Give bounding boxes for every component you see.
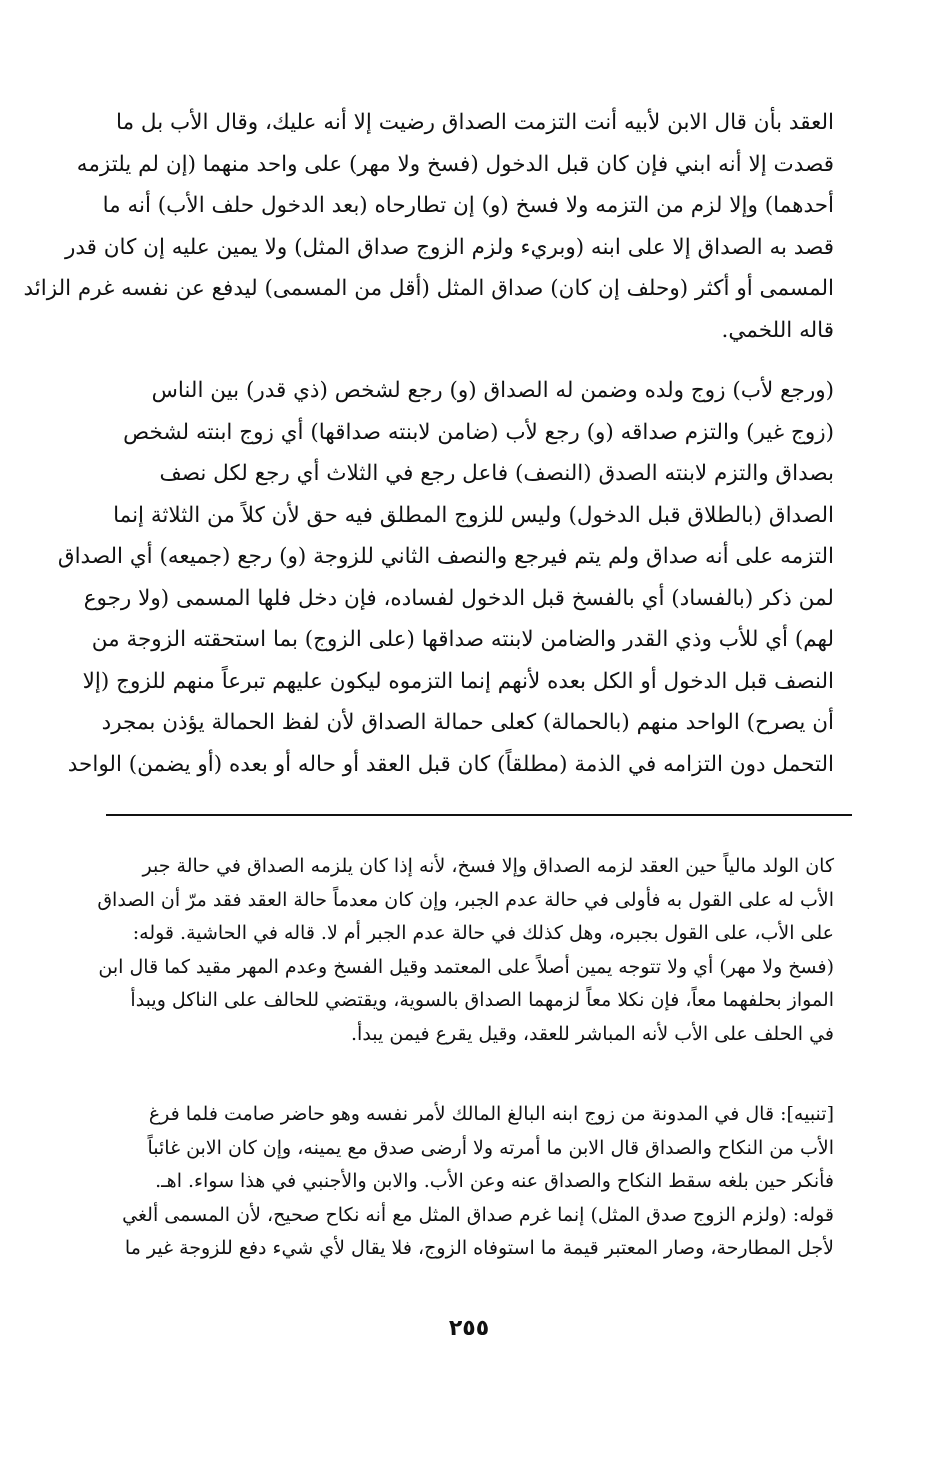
footnote-1 [97, 850, 834, 1051]
page-number: ٢٥٥ [448, 1316, 490, 1341]
text-line: (زوج غير) والتزم صداقه (و) رجع لأب (ضامن لابنته صداقها) أي زوج ابنته لشخص [123, 419, 834, 445]
footnote-2 [106, 1098, 834, 1266]
footnote-line: المواز بحلفهما معاً، فإن نكلا معاً لزمهما الصداق بالسوية، ويقتضي للحالف على الناكل ويبدأ [130, 989, 834, 1011]
text-line: التزمه على أنه صداق ولم يتم فيرجع والنصف الثاني للزوجة (و) رجع (جميعه) أي الصداق [57, 544, 834, 569]
main-paragraph-2 [57, 370, 834, 785]
footnote-line: الأب له على القول به فأولى في حالة عدم الجبر، وإن كان معدماً حالة العقد فقد مرّ أن الصداق [97, 888, 834, 911]
footnote-line: الأب من النكاح والصداق قال الابن ما أمرته ولا أرضى صدق مع يمينه، وإن كان الابن غائباً [147, 1136, 834, 1159]
footnote-line: على الأب، على القول بجبره، وهل كذلك في حالة عدم الجبر أم لا. قاله في الحاشية. قوله: [132, 922, 834, 944]
text-line: أن يصرح) الواحد منهم (بالحمالة) كعلى حمالة الصداق لأن لفظ الحمالة يؤذن بمجرد [101, 710, 834, 735]
text-line: التحمل دون التزامه في الذمة (مطلقاً) كان قبل العقد أو حاله أو بعده (أو يضمن) الواحد [67, 751, 834, 777]
text-line: أحدهما) وإلا لزم من التزمه ولا فسخ (و) إن تطارحاه (بعد الدخول حلف الأب) أنه ما [102, 193, 834, 218]
footnote-line: لأجل المطارحة، وصار المعتبر قيمة ما استوفاه الزوج، فلا يقال لأي شيء دفع للزوجة غير ما [124, 1237, 834, 1259]
main-paragraph-1 [23, 102, 834, 351]
text-line: المسمى أو أكثر (وحلف إن كان) صداق المثل (أقل من المسمى) ليدفع عن نفسه غرم الزائد [23, 276, 834, 301]
text-line: النصف قبل الدخول أو الكل بعده لأنهم إنما التزموه ليكون عليهم تبرعاً منهم للزوج (إلا [82, 668, 834, 694]
text-line: قاله اللخمي. [721, 317, 834, 343]
text-line: لهم) أي للأب وذي القدر والضامن لابنته صداقها (على الزوج) بما استحقته الزوجة من [91, 627, 834, 652]
text-line: لمن ذكر (بالفساد) أي بالفسخ قبل الدخول لفساده، فإن دخل فلها المسمى (ولا رجوع [83, 585, 834, 611]
footnote-line: قوله: (ولزم الزوج صدق المثل) إنما غرم صداق المثل مع أنه نكاح صحيح، لأن المسمى ألغي [122, 1203, 834, 1226]
text-line: بصداق والتزم لابنته الصدق (النصف) فاعل رجع في الثلاث أي رجع لكل نصف [159, 461, 834, 486]
footnote-line: [تنبيه]: قال في المدونة من زوج ابنه البالغ المالك لأمر نفسه وهو حاضر صامت فلما فرغ [148, 1103, 834, 1125]
footnote-separator [106, 814, 852, 816]
text-line: (ورجع لأب) زوج ولده وضمن له الصداق (و) رجع لشخص (ذي قدر) بين الناس [151, 378, 834, 403]
footnote-line: فأنكر حين بلغه سقط النكاح والصداق عنه وعن الأب. والابن والأجنبي في هذا سواء. اهـ. [155, 1170, 834, 1192]
text-line: قصدت إلا أنه ابني فإن كان قبل الدخول (فسخ ولا مهر) على واحد منهما (إن لم يلتزمه [76, 151, 834, 177]
footnote-line: كان الولد مالياً حين العقد لزمه الصداق وإلا فسخ، لأنه إذا كان يلزمه الصداق في حالة جبر [142, 855, 834, 877]
text-line: قصد به الصداق إلا على ابنه (وبريء ولزم الزوج صداق المثل) ولا يمين عليه إن كان قدر [64, 234, 834, 260]
text-line: الصداق (بالطلاق قبل الدخول) وليس للزوج المطلق فيه حق لأن كلاً من الثلاثة إنما [113, 502, 834, 528]
footnote-line: (فسخ ولا مهر) أي ولا تتوجه يمين أصلاً على المعتمد وقيل الفسخ وعدم المهر مقيد كما قال ابن [98, 955, 834, 978]
text-line: العقد بأن قال الابن لأبيه أنت التزمت الصداق رضيت إلا أنه عليك، وقال الأب بل ما [116, 110, 834, 135]
footnote-line: في الحلف على الأب لأنه المباشر للعقد، وقيل يقرع فيمن يبدأ. [351, 1022, 834, 1045]
